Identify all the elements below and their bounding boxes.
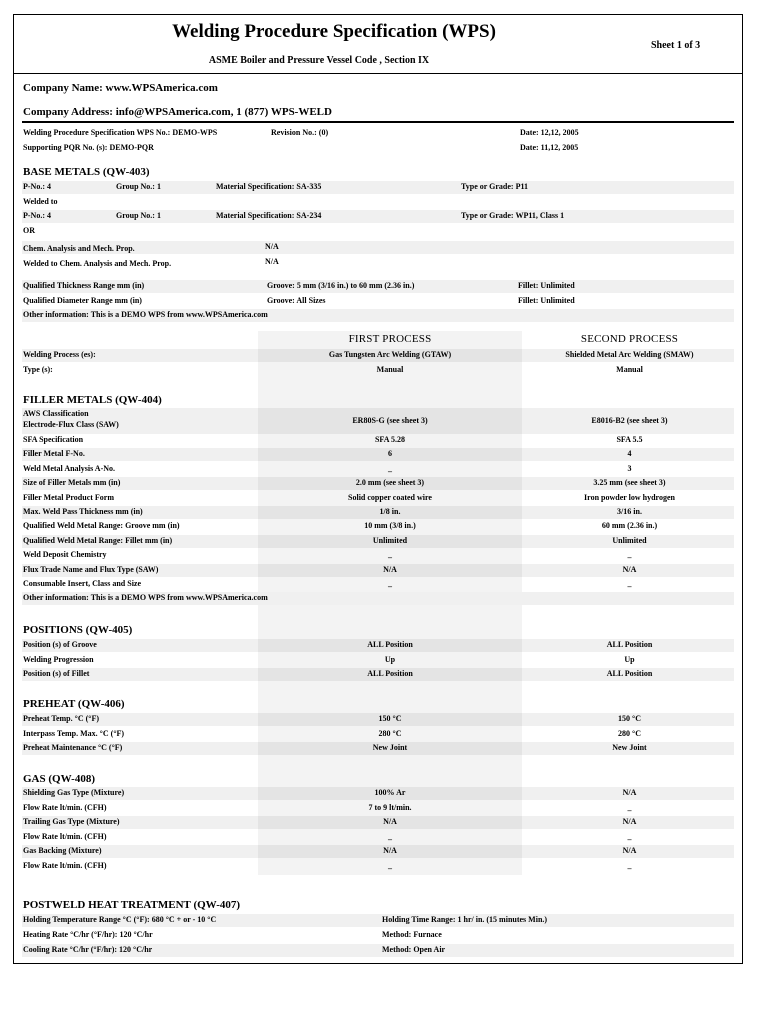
first-process-value: 7 to 9 lt/min. bbox=[368, 802, 412, 812]
base-metals-other-info: Other information: This is a DEMO WPS from www.WPSAmerica.com bbox=[23, 310, 268, 319]
header-divider bbox=[14, 73, 742, 74]
second-process-value: _ bbox=[627, 579, 632, 588]
filler-other-info: Other information: This is a DEMO WPS from www.WPSAmerica.com bbox=[23, 593, 268, 602]
row-label: Flux Trade Name and Flux Type (SAW) bbox=[23, 564, 159, 574]
row-label: Consumable Insert, Class and Size bbox=[23, 579, 142, 588]
gas-title: GAS (QW-408) bbox=[23, 773, 96, 785]
wps-date: Date: 12,12, 2005 bbox=[520, 128, 579, 137]
row-label: Flow Rate lt/min. (CFH) bbox=[23, 860, 107, 870]
thickness-groove: Groove: 5 mm (3/16 in.) to 60 mm (2.36 in.) bbox=[267, 281, 415, 290]
row-label: Weld Deposit Chemistry bbox=[23, 550, 107, 560]
first-process-value: 150 °C bbox=[378, 714, 402, 723]
row-label: Preheat Temp. °C (°F) bbox=[23, 714, 100, 723]
pwht-title: POSTWELD HEAT TREATMENT (QW-407) bbox=[23, 899, 241, 911]
pqr-number: Supporting PQR No. (s): DEMO-PQR bbox=[23, 143, 154, 152]
first-process-value: N/A bbox=[383, 817, 397, 826]
material-spec-1: Material Specification: SA-335 bbox=[216, 182, 322, 191]
first-process-value: New Joint bbox=[372, 743, 408, 752]
base-metals-title: BASE METALS (QW-403) bbox=[23, 166, 150, 178]
first-process-value: Up bbox=[384, 654, 396, 664]
chem-analysis-value: N/A bbox=[265, 242, 279, 251]
row-label: Filler Metal Product Form bbox=[23, 492, 115, 502]
row-label: Flow Rate lt/min. (CFH) bbox=[23, 831, 107, 841]
first-process-value: 1/8 in. bbox=[379, 507, 401, 516]
second-process-value: 280 °C bbox=[618, 728, 641, 738]
second-process-value: 60 mm (2.36 in.) bbox=[601, 521, 658, 531]
first-process-value: _ bbox=[388, 831, 392, 841]
company-name: Company Name: www.WPSAmerica.com bbox=[23, 82, 218, 94]
second-process-value: _ bbox=[627, 802, 632, 812]
second-process-value: Manual bbox=[616, 365, 643, 374]
row-label: Type (s): bbox=[23, 365, 53, 374]
p-number-2: P-No.: 4 bbox=[23, 211, 51, 220]
row-label: Position (s) of Fillet bbox=[23, 669, 90, 678]
type-grade-2: Type or Grade: WP11, Class 1 bbox=[461, 211, 565, 220]
second-process-value: Up bbox=[624, 654, 635, 664]
second-process-value: 3 bbox=[627, 463, 632, 473]
first-process-value: N/A bbox=[383, 564, 397, 574]
chem-analysis-label: Chem. Analysis and Mech. Prop. bbox=[23, 244, 135, 253]
second-process-value: _ bbox=[627, 550, 632, 560]
row-label: Qualified Weld Metal Range: Fillet mm (in) bbox=[23, 535, 173, 545]
material-spec-2: Material Specification: SA-234 bbox=[216, 211, 322, 220]
first-process-value: 10 mm (3/8 in.) bbox=[364, 521, 416, 531]
group-number-2: Group No.: 1 bbox=[116, 211, 161, 220]
row-label: Shielding Gas Type (Mixture) bbox=[23, 788, 125, 797]
pwht-right-value: Method: Open Air bbox=[382, 945, 446, 954]
group-number-1: Group No.: 1 bbox=[116, 182, 161, 191]
row-label: Qualified Weld Metal Range: Groove mm (in) bbox=[23, 521, 180, 531]
company-address: Company Address: info@WPSAmerica.com, 1 (877) WPS-WELD bbox=[23, 106, 332, 118]
diameter-range-label: Qualified Diameter Range mm (in) bbox=[23, 296, 142, 305]
pwht-left-value: Cooling Rate °C/hr (°F/hr): 120 °C/hr bbox=[23, 945, 153, 954]
wps-number: Welding Procedure Specification WPS No.: DEMO-WPS bbox=[23, 128, 218, 137]
second-process-value: New Joint bbox=[612, 743, 647, 752]
pwht-left-value: Holding Temperature Range °C (°F): 680 °C + or - 10 °C bbox=[23, 915, 217, 924]
first-process-value: N/A bbox=[383, 846, 397, 855]
second-process-heading: SECOND PROCESS bbox=[580, 333, 679, 345]
type-grade-1: Type or Grade: P11 bbox=[461, 182, 529, 191]
first-process-value: Solid copper coated wire bbox=[348, 492, 432, 502]
second-process-value: Shielded Metal Arc Welding (SMAW) bbox=[565, 350, 694, 359]
revision-number: Revision No.: (0) bbox=[271, 128, 329, 137]
second-process-value: 4 bbox=[627, 449, 632, 459]
electrode-flux-label: Electrode-Flux Class (SAW) bbox=[23, 420, 119, 429]
sheet-number: Sheet 1 of 3 bbox=[651, 40, 701, 51]
first-process-value: 2.0 mm (see sheet 3) bbox=[355, 478, 425, 488]
diameter-groove: Groove: All Sizes bbox=[267, 296, 326, 305]
row-label: Gas Backing (Mixture) bbox=[23, 846, 102, 855]
first-process-value: _ bbox=[388, 860, 392, 870]
thickness-fillet: Fillet: Unlimited bbox=[518, 281, 575, 290]
first-process-value: _ bbox=[388, 463, 392, 473]
second-process-value: N/A bbox=[622, 846, 637, 855]
preheat-title: PREHEAT (QW-406) bbox=[23, 698, 125, 710]
row-label: Preheat Maintenance °C (°F) bbox=[23, 743, 123, 752]
second-process-value: N/A bbox=[622, 817, 637, 826]
document-subtitle: ASME Boiler and Pressure Vessel Code , Section IX bbox=[208, 55, 430, 66]
wps-sheet bbox=[13, 14, 743, 964]
row-label: Weld Metal Analysis A-No. bbox=[23, 463, 116, 473]
aws-classification-first: ER80S-G (see sheet 3) bbox=[352, 416, 428, 425]
row-label: Trailing Gas Type (Mixture) bbox=[23, 817, 120, 826]
row-label: Interpass Temp. Max. °C (°F) bbox=[23, 728, 125, 738]
or-label: OR bbox=[23, 226, 35, 235]
row-label: Welding Process (es): bbox=[23, 350, 96, 359]
second-process-value: N/A bbox=[622, 788, 637, 797]
second-process-value: _ bbox=[627, 831, 632, 841]
row-label: SFA Specification bbox=[23, 435, 84, 444]
first-process-value: _ bbox=[388, 550, 392, 560]
positions-title: POSITIONS (QW-405) bbox=[23, 624, 133, 636]
aws-classification-label: AWS Classification bbox=[23, 409, 89, 418]
second-process-value: Unlimited bbox=[612, 535, 647, 545]
first-process-value: Manual bbox=[376, 365, 404, 374]
row-label: Position (s) of Groove bbox=[23, 640, 97, 649]
second-process-value: 3/16 in. bbox=[617, 507, 642, 516]
first-process-value: _ bbox=[388, 579, 392, 588]
p-number-1: P-No.: 4 bbox=[23, 182, 51, 191]
first-process-value: 280 °C bbox=[378, 728, 402, 738]
row-label: Size of Filler Metals mm (in) bbox=[23, 478, 121, 488]
second-process-value: _ bbox=[627, 860, 632, 870]
welded-chem-label: Welded to Chem. Analysis and Mech. Prop. bbox=[23, 259, 172, 268]
second-process-value: ALL Position bbox=[606, 640, 653, 649]
pwht-right-value: Method: Furnace bbox=[382, 930, 442, 939]
pwht-left-value: Heating Rate °C/hr (°F/hr): 120 °C/hr bbox=[23, 930, 153, 939]
first-process-value: 100% Ar bbox=[374, 788, 406, 797]
aws-classification-second: E8016-B2 (see sheet 3) bbox=[591, 416, 668, 425]
thickness-range-label: Qualified Thickness Range mm (in) bbox=[23, 281, 145, 290]
diameter-fillet: Fillet: Unlimited bbox=[518, 296, 575, 305]
document-title: Welding Procedure Specification (WPS) bbox=[172, 21, 496, 42]
first-process-value: ALL Position bbox=[367, 640, 413, 649]
second-process-value: 150 °C bbox=[618, 714, 641, 723]
second-process-value: 3.25 mm (see sheet 3) bbox=[593, 478, 666, 488]
filler-metals-title: FILLER METALS (QW-404) bbox=[23, 394, 162, 406]
row-label: Welding Progression bbox=[23, 654, 94, 664]
second-process-value: SFA 5.5 bbox=[616, 435, 643, 444]
second-process-value: N/A bbox=[622, 564, 637, 574]
pqr-date: Date: 11,12, 2005 bbox=[520, 143, 579, 152]
welded-chem-value: N/A bbox=[265, 257, 279, 266]
row-label: Max. Weld Pass Thickness mm (in) bbox=[23, 507, 143, 516]
second-process-value: Iron powder low hydrogen bbox=[584, 492, 675, 502]
first-process-heading: FIRST PROCESS bbox=[348, 333, 432, 345]
second-process-value: ALL Position bbox=[606, 669, 653, 678]
pwht-right-value: Holding Time Range: 1 hr/ in. (15 minutes Min.) bbox=[382, 915, 548, 924]
first-process-value: Gas Tungsten Arc Welding (GTAW) bbox=[328, 350, 452, 359]
first-process-value: 6 bbox=[388, 449, 392, 459]
first-process-value: SFA 5.28 bbox=[374, 435, 406, 444]
row-label: Flow Rate lt/min. (CFH) bbox=[23, 802, 107, 812]
company-divider bbox=[22, 121, 734, 123]
first-process-value: Unlimited bbox=[372, 535, 408, 545]
welded-to-label: Welded to bbox=[23, 197, 58, 206]
first-process-value: ALL Position bbox=[367, 669, 413, 678]
row-label: Filler Metal F-No. bbox=[23, 449, 85, 459]
